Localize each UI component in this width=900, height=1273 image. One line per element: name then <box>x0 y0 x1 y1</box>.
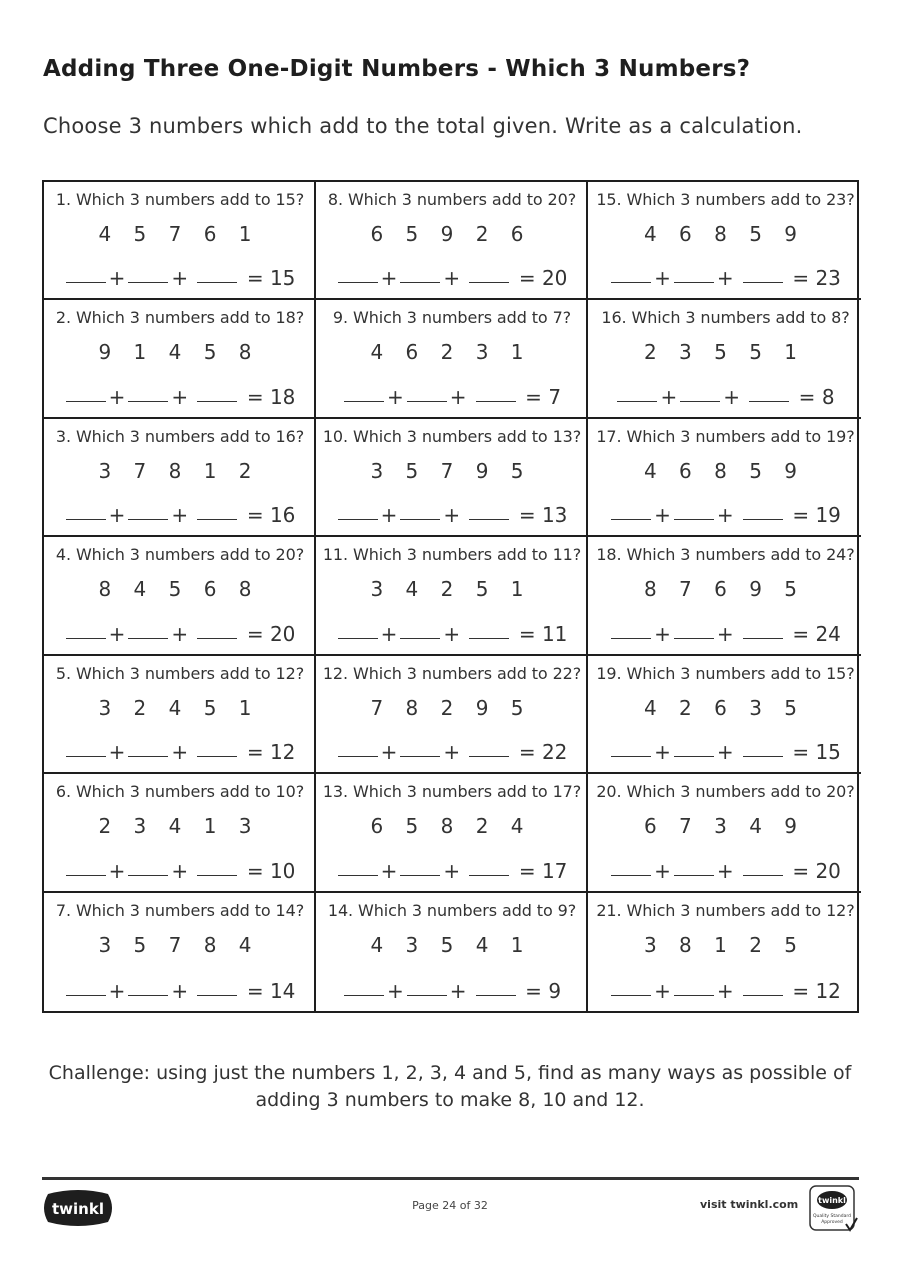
answer-blank-1[interactable] <box>66 874 106 876</box>
question-text: 4. Which 3 numbers add to 20? <box>55 545 305 565</box>
answer-blank-2[interactable] <box>674 755 714 757</box>
answer-blank-1[interactable] <box>611 994 651 996</box>
answer-blank-3[interactable] <box>743 874 783 876</box>
question-cell <box>316 893 588 1011</box>
question-text: 3. Which 3 numbers add to 16? <box>55 426 305 446</box>
total-value: 15 <box>815 740 841 765</box>
total-value: 17 <box>541 858 568 883</box>
answer-equation: + + = 9 <box>316 979 586 1003</box>
question-cell <box>316 774 588 892</box>
answer-blank-3[interactable] <box>197 400 237 402</box>
answer-blank-3[interactable] <box>197 637 237 639</box>
total-value: 15 <box>269 266 296 291</box>
question-cell <box>44 656 316 774</box>
total-value: 10 <box>269 858 296 883</box>
total-value: 8 <box>821 384 835 409</box>
total-value: 20 <box>269 621 296 646</box>
answer-blank-2[interactable] <box>674 994 714 996</box>
answer-blank-3[interactable] <box>743 518 783 520</box>
answer-blank-1[interactable] <box>66 518 106 520</box>
badge-caption-1: Quality Standard <box>813 1214 851 1219</box>
answer-blank-1[interactable] <box>338 874 378 876</box>
answer-equation: + + = 10 <box>44 859 314 883</box>
answer-equation: + + = 24 <box>588 622 861 646</box>
question-text: 11. Which 3 numbers add to 11? <box>322 545 582 565</box>
question-cell <box>588 419 861 537</box>
answer-blank-1[interactable] <box>344 994 384 996</box>
badge-caption-2: Approved <box>821 1220 843 1225</box>
answer-equation: + + = 8 <box>588 385 861 409</box>
answer-blank-1[interactable] <box>611 281 651 283</box>
answer-blank-1[interactable] <box>66 400 106 402</box>
question-text: 10. Which 3 numbers add to 13? <box>322 426 582 446</box>
answer-equation: + + = 20 <box>44 622 314 646</box>
question-text: 12. Which 3 numbers add to 22? <box>322 663 582 683</box>
answer-blank-3[interactable] <box>197 755 237 757</box>
answer-blank-1[interactable] <box>617 400 657 402</box>
question-text: 18. Which 3 numbers add to 24? <box>596 545 855 565</box>
number-choices: 2 3 5 5 1 <box>643 340 806 365</box>
total-value: 24 <box>815 621 841 646</box>
answer-blank-1[interactable] <box>66 994 106 996</box>
question-cell <box>44 774 316 892</box>
answer-blank-2[interactable] <box>128 281 168 283</box>
total-value: 12 <box>815 979 841 1003</box>
total-value: 23 <box>815 266 841 291</box>
answer-blank-2[interactable] <box>128 400 168 402</box>
answer-blank-2[interactable] <box>407 400 447 402</box>
answer-blank-2[interactable] <box>128 755 168 757</box>
number-choices: 4 6 2 3 1 <box>370 340 532 365</box>
total-value: 22 <box>541 740 568 765</box>
answer-blank-3[interactable] <box>743 994 783 996</box>
answer-blank-2[interactable] <box>674 637 714 639</box>
answer-blank-1[interactable] <box>611 518 651 520</box>
number-choices: 3 4 2 5 1 <box>370 577 532 602</box>
answer-equation: + + = 12 <box>588 979 861 1003</box>
question-text: 1. Which 3 numbers add to 15? <box>55 190 305 209</box>
total-value: 9 <box>548 979 562 1003</box>
answer-blank-3[interactable] <box>476 994 516 996</box>
question-text: 8. Which 3 numbers add to 20? <box>327 190 577 209</box>
answer-blank-1[interactable] <box>611 874 651 876</box>
answer-blank-3[interactable] <box>469 281 509 283</box>
answer-equation: + + = 17 <box>316 859 586 883</box>
answer-blank-1[interactable] <box>338 755 378 757</box>
number-choices: 4 3 5 4 1 <box>370 932 532 957</box>
answer-blank-3[interactable] <box>197 518 237 520</box>
question-cell <box>44 419 316 537</box>
total-value: 7 <box>548 384 562 409</box>
total-value: 11 <box>541 621 568 646</box>
question-text: 13. Which 3 numbers add to 17? <box>322 782 582 802</box>
answer-blank-1[interactable] <box>66 755 106 757</box>
number-choices: 7 8 2 9 5 <box>370 695 532 720</box>
total-value: 14 <box>269 979 296 1003</box>
answer-blank-2[interactable] <box>128 518 168 520</box>
answer-blank-3[interactable] <box>469 755 509 757</box>
instructions: Choose 3 numbers which add to the total given. Write as a calculation. <box>43 114 803 138</box>
number-choices: 9 1 4 5 8 <box>98 340 260 365</box>
number-choices: 3 7 8 1 2 <box>98 458 260 483</box>
answer-equation: + + = 12 <box>44 740 314 764</box>
twinkl-logo <box>42 1188 114 1228</box>
answer-equation: + + = 13 <box>316 503 586 527</box>
question-text: 16. Which 3 numbers add to 8? <box>601 308 850 328</box>
answer-blank-3[interactable] <box>743 755 783 757</box>
number-choices: 4 6 8 5 9 <box>643 458 806 483</box>
total-value: 20 <box>541 266 568 291</box>
answer-blank-1[interactable] <box>344 400 384 402</box>
question-grid <box>42 180 859 1013</box>
answer-blank-3[interactable] <box>469 874 509 876</box>
answer-equation: + + = 14 <box>44 979 314 1003</box>
question-text: 9. Which 3 numbers add to 7? <box>332 308 572 328</box>
number-choices: 3 2 4 5 1 <box>98 695 260 720</box>
answer-blank-3[interactable] <box>197 874 237 876</box>
number-choices: 4 2 6 3 5 <box>643 695 806 720</box>
answer-blank-3[interactable] <box>476 400 516 402</box>
question-text: 5. Which 3 numbers add to 12? <box>55 663 305 683</box>
question-text: 7. Which 3 numbers add to 14? <box>55 900 305 920</box>
question-cell <box>44 182 316 300</box>
answer-equation: + + = 15 <box>588 740 861 764</box>
answer-equation: + + = 18 <box>44 385 314 409</box>
logo-text: twinkl <box>52 1200 104 1218</box>
number-choices: 3 8 1 2 5 <box>643 932 806 957</box>
answer-equation: + + = 15 <box>44 266 314 290</box>
answer-blank-2[interactable] <box>674 281 714 283</box>
answer-blank-2[interactable] <box>128 637 168 639</box>
answer-blank-2[interactable] <box>674 874 714 876</box>
answer-blank-3[interactable] <box>749 400 789 402</box>
answer-equation: + + = 7 <box>316 385 586 409</box>
question-cell <box>44 893 316 1011</box>
question-text: 17. Which 3 numbers add to 19? <box>596 426 855 446</box>
total-value: 18 <box>269 384 296 409</box>
question-text: 20. Which 3 numbers add to 20? <box>596 782 855 802</box>
answer-blank-2[interactable] <box>400 874 440 876</box>
answer-equation: + + = 20 <box>316 266 586 290</box>
question-text: 14. Which 3 numbers add to 9? <box>327 900 577 920</box>
question-cell <box>44 300 316 418</box>
question-cell <box>316 419 588 537</box>
challenge-text: Challenge: using just the numbers 1, 2, 3, 4 and 5, find as many ways as possible of adding 3 numbers to make 8, 10 and 12. <box>48 1062 852 1111</box>
answer-equation: + + = 19 <box>588 503 861 527</box>
number-choices: 3 5 7 9 5 <box>370 458 532 483</box>
answer-blank-1[interactable] <box>338 518 378 520</box>
question-text: 15. Which 3 numbers add to 23? <box>596 190 855 209</box>
answer-blank-3[interactable] <box>197 994 237 996</box>
question-cell <box>316 300 588 418</box>
number-choices: 8 4 5 6 8 <box>98 577 260 602</box>
answer-blank-3[interactable] <box>469 637 509 639</box>
answer-blank-1[interactable] <box>338 281 378 283</box>
answer-blank-3[interactable] <box>743 281 783 283</box>
answer-blank-2[interactable] <box>400 637 440 639</box>
answer-blank-2[interactable] <box>680 400 720 402</box>
answer-equation: + + = 16 <box>44 503 314 527</box>
total-value: 20 <box>815 858 841 883</box>
question-cell <box>316 537 588 655</box>
question-cell <box>588 893 861 1011</box>
total-value: 12 <box>269 740 296 765</box>
worksheet-title: Adding Three One-Digit Numbers - Which 3 Numbers? <box>43 56 751 82</box>
number-choices: 4 5 7 6 1 <box>98 222 260 246</box>
answer-blank-3[interactable] <box>197 281 237 283</box>
number-choices: 6 5 9 2 6 <box>370 222 532 246</box>
answer-blank-1[interactable] <box>66 281 106 283</box>
answer-equation: + + = 22 <box>316 740 586 764</box>
answer-blank-1[interactable] <box>66 637 106 639</box>
question-cell <box>588 300 861 418</box>
answer-blank-2[interactable] <box>400 755 440 757</box>
question-text: 2. Which 3 numbers add to 18? <box>55 308 305 328</box>
total-value: 16 <box>269 503 296 528</box>
answer-blank-1[interactable] <box>611 755 651 757</box>
question-cell <box>588 182 861 300</box>
answer-blank-3[interactable] <box>469 518 509 520</box>
answer-blank-2[interactable] <box>400 518 440 520</box>
answer-blank-2[interactable] <box>674 518 714 520</box>
total-value: 19 <box>815 503 841 528</box>
answer-blank-1[interactable] <box>611 637 651 639</box>
number-choices: 6 5 8 2 4 <box>370 814 532 839</box>
answer-blank-2[interactable] <box>128 874 168 876</box>
question-cell <box>588 537 861 655</box>
number-choices: 3 5 7 8 4 <box>98 932 260 957</box>
question-text: 6. Which 3 numbers add to 10? <box>55 782 305 802</box>
badge-text: twinkl <box>818 1196 846 1205</box>
answer-blank-1[interactable] <box>338 637 378 639</box>
visit-link[interactable]: visit twinkl.com <box>700 1198 799 1211</box>
answer-blank-3[interactable] <box>743 637 783 639</box>
answer-blank-2[interactable] <box>407 994 447 996</box>
number-choices: 6 7 3 4 9 <box>643 814 806 839</box>
answer-blank-2[interactable] <box>400 281 440 283</box>
answer-equation: + + = 11 <box>316 622 586 646</box>
question-cell <box>588 656 861 774</box>
number-choices: 8 7 6 9 5 <box>643 577 806 602</box>
answer-blank-2[interactable] <box>128 994 168 996</box>
question-text: 21. Which 3 numbers add to 12? <box>596 900 855 920</box>
total-value: 13 <box>541 503 568 528</box>
footer-divider <box>42 1177 859 1180</box>
question-cell <box>316 656 588 774</box>
answer-equation: + + = 20 <box>588 859 861 883</box>
quality-badge-icon <box>808 1184 858 1234</box>
page-number: Page 24 of 32 <box>412 1199 488 1212</box>
number-choices: 4 6 8 5 9 <box>643 222 806 246</box>
number-choices: 2 3 4 1 3 <box>98 814 260 839</box>
question-cell <box>588 774 861 892</box>
question-cell <box>316 182 588 300</box>
answer-equation: + + = 23 <box>588 266 861 290</box>
question-cell <box>44 537 316 655</box>
question-text: 19. Which 3 numbers add to 15? <box>596 663 855 683</box>
